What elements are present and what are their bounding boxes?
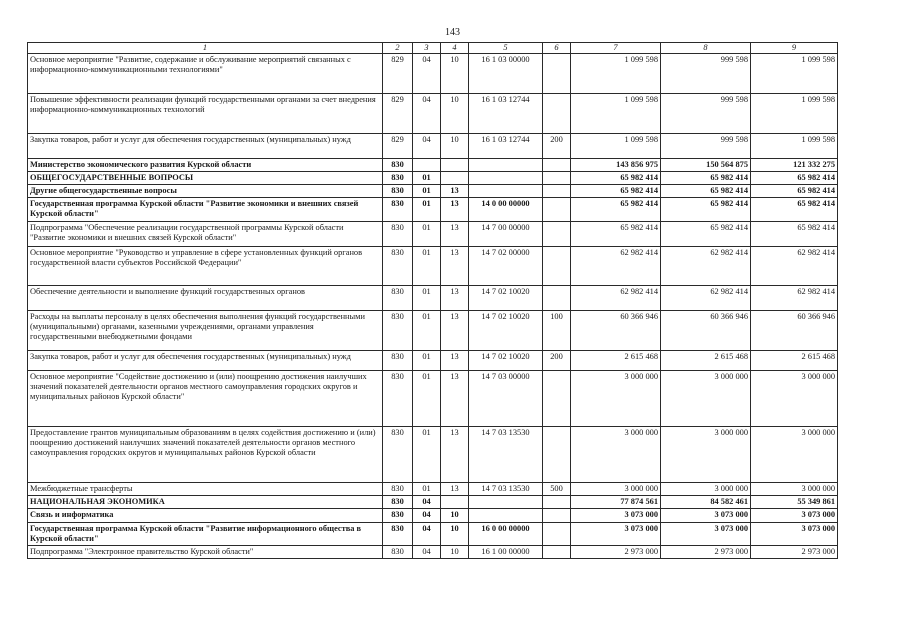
row-amount-2: 3 000 000 <box>661 483 751 496</box>
row-target-article: 14 7 02 00000 <box>469 247 543 286</box>
row-amount-2: 150 564 875 <box>661 159 751 172</box>
row-section: 04 <box>413 509 441 522</box>
row-expense-type <box>543 94 571 134</box>
table-row <box>28 371 838 427</box>
row-target-article: 16 1 03 12744 <box>469 94 543 134</box>
row-target-article: 16 1 00 00000 <box>469 545 543 558</box>
row-amount-1: 65 982 414 <box>571 172 661 185</box>
row-subsection: 10 <box>441 522 469 545</box>
row-amount-3: 65 982 414 <box>751 185 838 198</box>
row-target-article: 16 1 03 12744 <box>469 134 543 159</box>
row-section: 01 <box>413 311 441 351</box>
row-subsection: 10 <box>441 94 469 134</box>
row-name: Основное мероприятие "Развитие, содержание и обслуживание мероприятий связанных с информационно-коммуникационными технологиями" <box>28 54 383 94</box>
row-section: 04 <box>413 545 441 558</box>
table-row <box>28 311 838 351</box>
row-name: Расходы на выплаты персоналу в целях обеспечения выполнения функций государственными (муниципальными) органами, казенными учреждениями, органами управления государственными внебюджетными фондами <box>28 311 383 351</box>
row-subsection <box>441 496 469 509</box>
row-admin-code: 830 <box>383 185 413 198</box>
row-subsection: 13 <box>441 483 469 496</box>
row-admin-code: 829 <box>383 54 413 94</box>
row-subsection: 10 <box>441 54 469 94</box>
row-expense-type <box>543 159 571 172</box>
row-amount-3: 1 099 598 <box>751 94 838 134</box>
row-target-article <box>469 159 543 172</box>
row-amount-1: 143 856 975 <box>571 159 661 172</box>
row-name: Предоставление грантов муниципальным образованиям в целях содействия достижению и (или) поощрению достижений наилучших значений показателей деятельности органов местного самоуправления городских округов и муниципальных районов Курской области <box>28 427 383 483</box>
table-row <box>28 286 838 311</box>
row-section: 04 <box>413 54 441 94</box>
column-header: 6 <box>543 43 571 54</box>
row-admin-code: 830 <box>383 522 413 545</box>
row-amount-3: 1 099 598 <box>751 54 838 94</box>
row-admin-code: 830 <box>383 509 413 522</box>
table-row <box>28 159 838 172</box>
row-amount-2: 999 598 <box>661 94 751 134</box>
row-admin-code: 830 <box>383 371 413 427</box>
row-amount-1: 3 000 000 <box>571 427 661 483</box>
row-admin-code: 830 <box>383 159 413 172</box>
row-amount-3: 2 615 468 <box>751 351 838 371</box>
row-name: Подпрограмма "Обеспечение реализации государственной программы Курской области "Развитие экономики и внешних связей Курской области" <box>28 222 383 247</box>
row-section: 01 <box>413 371 441 427</box>
column-header: 7 <box>571 43 661 54</box>
row-amount-2: 3 073 000 <box>661 522 751 545</box>
row-admin-code: 830 <box>383 311 413 351</box>
row-section: 01 <box>413 427 441 483</box>
table-row <box>28 509 838 522</box>
row-expense-type: 500 <box>543 483 571 496</box>
row-expense-type <box>543 172 571 185</box>
row-admin-code: 829 <box>383 94 413 134</box>
row-amount-3: 3 000 000 <box>751 483 838 496</box>
row-section: 04 <box>413 522 441 545</box>
row-amount-2: 62 982 414 <box>661 286 751 311</box>
row-section: 01 <box>413 286 441 311</box>
row-amount-3: 1 099 598 <box>751 134 838 159</box>
table-row <box>28 172 838 185</box>
row-subsection: 10 <box>441 134 469 159</box>
row-admin-code: 830 <box>383 351 413 371</box>
row-section: 01 <box>413 222 441 247</box>
row-amount-3: 3 000 000 <box>751 427 838 483</box>
table-row <box>28 198 838 222</box>
row-target-article: 16 0 00 00000 <box>469 522 543 545</box>
page-number: 143 <box>445 27 460 38</box>
row-expense-type <box>543 496 571 509</box>
row-amount-2: 3 000 000 <box>661 427 751 483</box>
row-section: 01 <box>413 483 441 496</box>
row-expense-type: 100 <box>543 311 571 351</box>
table-row <box>28 185 838 198</box>
row-target-article <box>469 185 543 198</box>
row-admin-code: 830 <box>383 286 413 311</box>
row-section: 01 <box>413 185 441 198</box>
row-subsection: 13 <box>441 311 469 351</box>
table-row <box>28 496 838 509</box>
row-admin-code: 830 <box>383 198 413 222</box>
row-expense-type <box>543 286 571 311</box>
table-row <box>28 247 838 286</box>
row-subsection: 10 <box>441 509 469 522</box>
row-target-article: 16 1 03 00000 <box>469 54 543 94</box>
row-amount-1: 3 073 000 <box>571 509 661 522</box>
column-header: 1 <box>28 43 383 54</box>
row-admin-code: 830 <box>383 427 413 483</box>
row-subsection <box>441 172 469 185</box>
row-amount-1: 3 073 000 <box>571 522 661 545</box>
budget-table <box>27 42 838 559</box>
row-amount-1: 1 099 598 <box>571 134 661 159</box>
row-name: Основное мероприятие "Руководство и управление в сфере установленных функций органов государственной власти субъектов Российской Федерации" <box>28 247 383 286</box>
row-subsection: 13 <box>441 286 469 311</box>
row-section: 01 <box>413 198 441 222</box>
row-admin-code: 830 <box>383 172 413 185</box>
row-target-article: 14 7 02 10020 <box>469 351 543 371</box>
row-name: Закупка товаров, работ и услуг для обеспечения государственных (муниципальных) нужд <box>28 351 383 371</box>
row-amount-2: 2 973 000 <box>661 545 751 558</box>
row-subsection: 13 <box>441 371 469 427</box>
row-expense-type <box>543 427 571 483</box>
row-subsection: 13 <box>441 185 469 198</box>
row-amount-3: 121 332 275 <box>751 159 838 172</box>
row-amount-1: 65 982 414 <box>571 198 661 222</box>
row-section: 01 <box>413 247 441 286</box>
row-subsection: 13 <box>441 351 469 371</box>
row-expense-type <box>543 247 571 286</box>
row-expense-type: 200 <box>543 351 571 371</box>
column-header: 2 <box>383 43 413 54</box>
row-amount-1: 1 099 598 <box>571 94 661 134</box>
row-subsection: 13 <box>441 198 469 222</box>
row-admin-code: 830 <box>383 222 413 247</box>
row-section: 04 <box>413 496 441 509</box>
column-header: 9 <box>751 43 838 54</box>
table-header-row <box>28 43 838 54</box>
row-name: ОБЩЕГОСУДАРСТВЕННЫЕ ВОПРОСЫ <box>28 172 383 185</box>
row-admin-code: 830 <box>383 545 413 558</box>
row-section: 04 <box>413 94 441 134</box>
row-name: Связь и информатика <box>28 509 383 522</box>
row-target-article: 14 7 03 00000 <box>469 371 543 427</box>
row-name: Основное мероприятие "Содействие достижению и (или) поощрению достижения наилучших значений показателей деятельности органов местного самоуправления городских округов и муниципальных районов Курской области" <box>28 371 383 427</box>
row-amount-2: 3 000 000 <box>661 371 751 427</box>
row-amount-2: 999 598 <box>661 134 751 159</box>
table-row <box>28 94 838 134</box>
row-section: 01 <box>413 172 441 185</box>
row-amount-1: 65 982 414 <box>571 222 661 247</box>
row-name: Обеспечение деятельности и выполнение функций государственных органов <box>28 286 383 311</box>
row-subsection: 10 <box>441 545 469 558</box>
table-row <box>28 483 838 496</box>
row-amount-2: 2 615 468 <box>661 351 751 371</box>
row-amount-3: 3 000 000 <box>751 371 838 427</box>
row-name: Министерство экономического развития Курской области <box>28 159 383 172</box>
row-amount-3: 2 973 000 <box>751 545 838 558</box>
row-expense-type <box>543 198 571 222</box>
row-expense-type <box>543 509 571 522</box>
row-target-article: 14 7 03 13530 <box>469 427 543 483</box>
row-amount-3: 65 982 414 <box>751 198 838 222</box>
row-amount-1: 65 982 414 <box>571 185 661 198</box>
row-target-article: 14 7 03 13530 <box>469 483 543 496</box>
row-amount-3: 62 982 414 <box>751 286 838 311</box>
row-section: 01 <box>413 351 441 371</box>
row-amount-2: 65 982 414 <box>661 172 751 185</box>
table-row <box>28 427 838 483</box>
row-amount-1: 1 099 598 <box>571 54 661 94</box>
row-name: Другие общегосударственные вопросы <box>28 185 383 198</box>
row-amount-1: 77 874 561 <box>571 496 661 509</box>
row-amount-2: 62 982 414 <box>661 247 751 286</box>
column-header: 3 <box>413 43 441 54</box>
row-subsection: 13 <box>441 427 469 483</box>
row-section: 04 <box>413 134 441 159</box>
row-expense-type <box>543 371 571 427</box>
row-amount-3: 62 982 414 <box>751 247 838 286</box>
row-target-article <box>469 172 543 185</box>
row-amount-2: 84 582 461 <box>661 496 751 509</box>
row-target-article: 14 0 00 00000 <box>469 198 543 222</box>
row-target-article: 14 7 02 10020 <box>469 286 543 311</box>
row-amount-2: 65 982 414 <box>661 222 751 247</box>
row-amount-1: 2 615 468 <box>571 351 661 371</box>
row-admin-code: 830 <box>383 247 413 286</box>
table-row <box>28 545 838 558</box>
row-expense-type <box>543 54 571 94</box>
row-amount-3: 65 982 414 <box>751 172 838 185</box>
row-amount-1: 3 000 000 <box>571 483 661 496</box>
row-expense-type: 200 <box>543 134 571 159</box>
row-amount-3: 55 349 861 <box>751 496 838 509</box>
table-row <box>28 351 838 371</box>
row-amount-1: 3 000 000 <box>571 371 661 427</box>
row-amount-1: 60 366 946 <box>571 311 661 351</box>
row-subsection: 13 <box>441 247 469 286</box>
row-expense-type <box>543 222 571 247</box>
row-amount-1: 2 973 000 <box>571 545 661 558</box>
row-admin-code: 829 <box>383 134 413 159</box>
row-amount-3: 60 366 946 <box>751 311 838 351</box>
row-expense-type <box>543 522 571 545</box>
row-amount-2: 3 073 000 <box>661 509 751 522</box>
row-target-article <box>469 509 543 522</box>
row-section <box>413 159 441 172</box>
table-body <box>28 43 838 559</box>
row-amount-2: 60 366 946 <box>661 311 751 351</box>
row-name: Межбюджетные трансферты <box>28 483 383 496</box>
row-name: Закупка товаров, работ и услуг для обеспечения государственных (муниципальных) нужд <box>28 134 383 159</box>
row-amount-3: 3 073 000 <box>751 522 838 545</box>
row-amount-2: 65 982 414 <box>661 198 751 222</box>
column-header: 4 <box>441 43 469 54</box>
row-amount-1: 62 982 414 <box>571 286 661 311</box>
column-header: 8 <box>661 43 751 54</box>
row-amount-2: 999 598 <box>661 54 751 94</box>
row-subsection: 13 <box>441 222 469 247</box>
row-admin-code: 830 <box>383 496 413 509</box>
table-row <box>28 54 838 94</box>
row-expense-type <box>543 545 571 558</box>
row-target-article <box>469 496 543 509</box>
row-amount-3: 65 982 414 <box>751 222 838 247</box>
column-header: 5 <box>469 43 543 54</box>
row-name: НАЦИОНАЛЬНАЯ ЭКОНОМИКА <box>28 496 383 509</box>
row-admin-code: 830 <box>383 483 413 496</box>
row-name: Государственная программа Курской области "Развитие информационного общества в Курской области" <box>28 522 383 545</box>
row-target-article: 14 7 00 00000 <box>469 222 543 247</box>
row-name: Подпрограмма "Электронное правительство Курской области" <box>28 545 383 558</box>
row-name: Повышение эффективности реализации функций государственными органами за счет внедрения информационно-коммуникационных технологий <box>28 94 383 134</box>
row-subsection <box>441 159 469 172</box>
row-amount-2: 65 982 414 <box>661 185 751 198</box>
table-row <box>28 222 838 247</box>
table-row <box>28 522 838 545</box>
row-expense-type <box>543 185 571 198</box>
row-target-article: 14 7 02 10020 <box>469 311 543 351</box>
row-name: Государственная программа Курской области "Развитие экономики и внешних связей Курской области" <box>28 198 383 222</box>
row-amount-3: 3 073 000 <box>751 509 838 522</box>
table-row <box>28 134 838 159</box>
row-amount-1: 62 982 414 <box>571 247 661 286</box>
